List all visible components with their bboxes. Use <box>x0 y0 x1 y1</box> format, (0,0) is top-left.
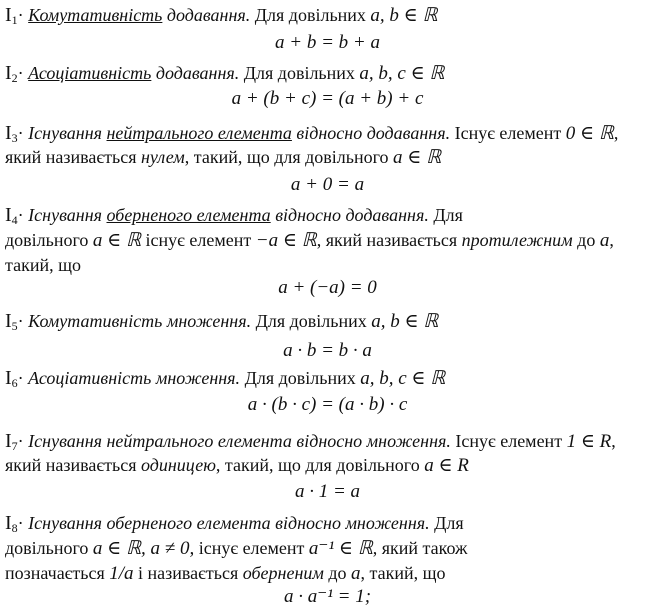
axiom-letter: I <box>5 512 12 534</box>
axiom-label <box>5 310 18 332</box>
italic-text: Існування <box>28 205 107 225</box>
math-expression: a ∈ ℝ <box>393 147 442 168</box>
text-line <box>5 146 441 169</box>
text: · <box>17 5 29 25</box>
text: , <box>613 123 619 143</box>
axiom-number: 3 <box>11 131 18 145</box>
text: довільного <box>5 230 93 250</box>
text: Для <box>428 205 463 225</box>
math-expression: a + 0 = a <box>290 174 365 195</box>
text-line <box>5 310 438 337</box>
underlined-term: оберненого елемента <box>106 205 271 225</box>
italic-text: відносно додавання. <box>270 205 429 225</box>
formula-line <box>0 586 655 608</box>
math-expression: a <box>599 230 610 251</box>
italic-text: Асоціативність множення. <box>28 368 241 388</box>
math-expression: a ∈ R <box>424 455 469 476</box>
underlined-term: нейтрального елемента <box>106 123 292 143</box>
text: такий, що <box>5 255 81 275</box>
text-line <box>5 254 81 276</box>
italic-text: додавання. <box>151 63 240 83</box>
text: і називається <box>133 563 243 583</box>
text: Для <box>429 513 464 533</box>
text: який називається <box>5 455 141 475</box>
text: Існує елемент <box>450 123 566 143</box>
text: до <box>572 230 600 250</box>
italic-text: додавання. <box>162 5 251 25</box>
axiom-number: 1 <box>11 13 18 27</box>
text: Для довільних <box>239 63 360 83</box>
formula-line <box>0 88 655 110</box>
text: Для довільних <box>240 368 361 388</box>
text: позначається <box>5 563 110 583</box>
axiom-label <box>5 512 18 534</box>
text: який називається <box>5 147 141 167</box>
math-expression: a⁻¹ ∈ ℝ <box>308 538 373 559</box>
math-expression: a + b = b + a <box>275 32 380 53</box>
text: до <box>323 563 352 583</box>
text-line <box>5 537 467 560</box>
math-expression: a · 1 = a <box>294 481 361 502</box>
math-expression: 0 ∈ ℝ <box>565 123 614 144</box>
formula-line <box>0 340 655 362</box>
text: · <box>17 205 29 225</box>
math-expression: a + (−a) = 0 <box>278 277 377 298</box>
italic-text: Існування <box>28 123 107 143</box>
axiom-label <box>5 62 18 84</box>
axiom-number: 6 <box>11 376 18 390</box>
axiom-number: 4 <box>11 213 18 227</box>
text: існує елемент <box>141 230 256 250</box>
math-expression: 1/a <box>109 563 134 584</box>
math-expression: a ∈ ℝ, a ≠ 0, <box>92 538 195 559</box>
axiom-label <box>5 430 18 452</box>
math-expression: a ∈ ℝ <box>92 230 142 251</box>
math-expression: a · (b · c) = (a · b) · c <box>247 394 408 415</box>
text: , <box>609 230 614 250</box>
axiom-letter: I <box>5 204 12 226</box>
axiom-label <box>5 204 18 226</box>
text-line <box>5 229 614 252</box>
text-line <box>5 430 616 457</box>
text-line <box>5 512 464 539</box>
text: Існує елемент <box>450 431 567 451</box>
text-line <box>5 204 463 231</box>
axiom-number: 7 <box>11 439 18 453</box>
axiom-letter: I <box>5 62 12 84</box>
text: · <box>17 311 29 331</box>
text: , який також <box>372 538 468 558</box>
text: довільного <box>5 538 93 558</box>
formula-line <box>0 277 655 299</box>
italic-text: відносно додавання. <box>291 123 451 143</box>
text-line <box>5 122 618 149</box>
text: , такий, що для довільного <box>184 147 394 167</box>
underlined-term: Комутативність <box>28 5 163 25</box>
text: · <box>17 431 29 451</box>
formula-line <box>0 394 655 416</box>
text: · <box>17 368 29 388</box>
axiom-letter: I <box>5 122 12 144</box>
italic-text: Існування оберненого елемента відносно множення. <box>28 513 430 533</box>
text: , такий, що <box>360 563 446 583</box>
axiom-number: 2 <box>11 71 18 85</box>
text: , який називається <box>316 230 462 250</box>
text: · <box>17 63 29 83</box>
math-expression: a · a⁻¹ = 1; <box>283 586 372 607</box>
text-line <box>5 62 444 89</box>
text-line <box>5 4 438 31</box>
text-line <box>5 562 446 585</box>
math-expression: a, b ∈ ℝ <box>371 311 439 332</box>
text-line <box>5 454 469 477</box>
text: Для довільних <box>250 5 371 25</box>
axiom-letter: I <box>5 4 12 26</box>
axiom-number: 5 <box>11 319 18 333</box>
math-expression: −a ∈ ℝ <box>255 230 317 251</box>
italic-text: Існування нейтрального елемента відносно множення. <box>28 431 451 451</box>
math-expression: 1 ∈ R <box>566 431 612 452</box>
formula-line <box>0 174 655 196</box>
axiom-letter: I <box>5 430 12 452</box>
italic-text: протилежним <box>461 230 573 250</box>
text-line <box>5 367 445 394</box>
italic-text: Комутативність множення. <box>28 311 252 331</box>
axiom-label <box>5 122 18 144</box>
italic-text: одиницею <box>140 455 216 475</box>
underlined-term: Асоціативність <box>28 63 152 83</box>
text: Для довільних <box>251 311 372 331</box>
axiom-number: 8 <box>11 521 18 535</box>
text: · <box>17 123 29 143</box>
math-expression: a + (b + c) = (a + b) + c <box>231 88 424 109</box>
axiom-label <box>5 4 18 26</box>
text: · <box>17 513 29 533</box>
formula-line <box>0 32 655 54</box>
italic-text: оберненим <box>242 563 324 583</box>
math-expression: a, b, c ∈ ℝ <box>359 63 445 84</box>
text: , <box>611 431 616 451</box>
axiom-label <box>5 367 18 389</box>
italic-text: нулем <box>140 147 185 167</box>
axiom-letter: I <box>5 310 12 332</box>
formula-line <box>0 481 655 503</box>
text: , такий, що для довільного <box>215 455 425 475</box>
text: існує елемент <box>194 538 309 558</box>
math-expression: a <box>351 563 361 584</box>
math-expression: a · b = b · a <box>283 340 372 361</box>
math-expression: a, b, c ∈ ℝ <box>360 368 446 389</box>
math-expression: a, b ∈ ℝ <box>370 5 438 26</box>
axiom-letter: I <box>5 367 12 389</box>
